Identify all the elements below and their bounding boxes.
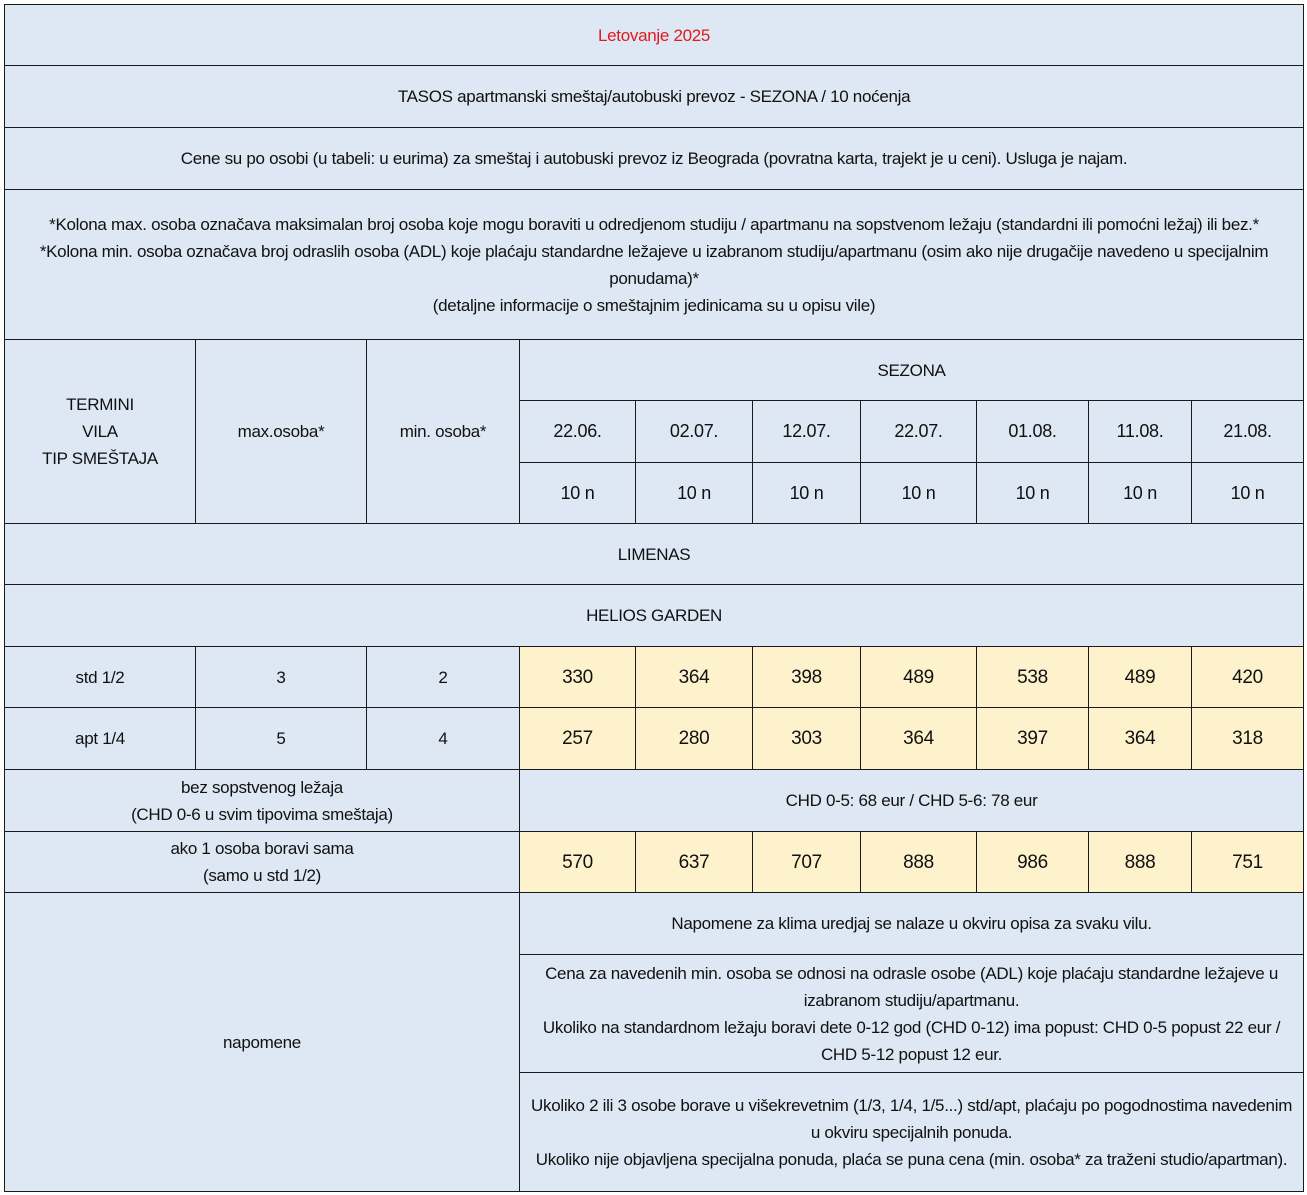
no-bed-label-line: (CHD 0-6 u svim tipovima smeštaja)	[131, 804, 393, 824]
header-date: 22.07.	[861, 401, 977, 463]
price-cell: 318	[1192, 708, 1304, 770]
price-cell: 398	[753, 647, 861, 708]
header-nights: 10 n	[861, 463, 977, 524]
room-type: apt 1/4	[5, 708, 196, 770]
note-line: Cena za navedenih min. osoba se odnosi na odrasle osobe (ADL) koje plaćaju standardne ležajeve u izabranom studiju/apartmanu.	[545, 963, 1278, 1010]
max-persons: 5	[196, 708, 367, 770]
max-persons: 3	[196, 647, 367, 708]
location: LIMENAS	[5, 524, 1304, 585]
price-cell: 280	[636, 708, 753, 770]
single-price-cell: 888	[861, 832, 977, 893]
price-cell: 420	[1192, 647, 1304, 708]
price-cell: 330	[520, 647, 636, 708]
min-persons: 2	[367, 647, 520, 708]
prices-note: Cene su po osobi (u tabeli: u eurima) za smeštaj i autobuski prevoz iz Beograda (povratna karta, trajekt je u ceni). Usluga je najam.	[5, 128, 1304, 190]
single-price-cell: 888	[1089, 832, 1192, 893]
header-max-osoba: max.osoba*	[196, 340, 367, 524]
note-line: Ukoliko nije objavljena specijalna ponuda, plaća se puna cena (min. osoba* za traženi studio/apartman).	[535, 1149, 1288, 1169]
note-item	[520, 955, 1304, 1073]
single-price-cell: 707	[753, 832, 861, 893]
price-cell: 364	[1089, 708, 1192, 770]
header-vila: VILA	[82, 422, 118, 441]
notes-label: napomene	[5, 893, 520, 1192]
header-nights: 10 n	[520, 463, 636, 524]
header-type	[5, 340, 196, 524]
single-label-line: ako 1 osoba boravi sama	[170, 839, 354, 858]
header-date: 22.06.	[520, 401, 636, 463]
header-date: 11.08.	[1089, 401, 1192, 463]
column-notes	[5, 190, 1304, 340]
single-price-cell: 637	[636, 832, 753, 893]
note-line: Ukoliko 2 ili 3 osobe borave u višekrevetnim (1/3, 1/4, 1/5...) std/apt, plaćaju po pogodnostima navedenim u okviru specijalnih ponuda.	[531, 1095, 1293, 1142]
header-date: 02.07.	[636, 401, 753, 463]
table-row	[5, 647, 1304, 708]
price-cell: 364	[861, 708, 977, 770]
single-label-line: (samo u std 1/2)	[202, 866, 322, 885]
villa-name: HELIOS GARDEN	[5, 585, 1304, 647]
column-note-max: *Kolona max. osoba označava maksimalan broj osoba koje mogu boraviti u odredjenom studiju / apartmanu na sopstvenom ležaju (standardni ili pomoćni ležaj) ili bez.*	[49, 214, 1259, 234]
note-line: Napomene za klima uredjaj se nalaze u okviru opisa za svaku vilu.	[671, 914, 1152, 933]
no-bed-label-line: bez sopstvenog ležaja	[181, 777, 343, 797]
single-price-cell: 570	[520, 832, 636, 893]
room-type: std 1/2	[5, 647, 196, 708]
header-nights: 10 n	[1192, 463, 1304, 524]
header-tip-smestaja: TIP SMEŠTAJA	[42, 449, 158, 468]
no-bed-value: CHD 0-5: 68 eur / CHD 5-6: 78 eur	[520, 770, 1304, 832]
column-note-min: *Kolona min. osoba označava broj odraslih osoba (ADL) koje plaćaju standardne ležajeve u izabranom studiju/apartmanu (osim ako nije drugačije navedeno u specijalnim ponudama)*	[39, 241, 1269, 288]
header-date: 21.08.	[1192, 401, 1304, 463]
column-note-details: (detaljne informacije o smeštajnim jedinicama su u opisu vile)	[432, 295, 876, 315]
header-nights: 10 n	[753, 463, 861, 524]
price-cell: 257	[520, 708, 636, 770]
note-item	[520, 1073, 1304, 1192]
header-date: 01.08.	[977, 401, 1089, 463]
header-nights: 10 n	[636, 463, 753, 524]
price-table	[4, 4, 1304, 1192]
price-cell: 489	[861, 647, 977, 708]
price-cell: 303	[753, 708, 861, 770]
min-persons: 4	[367, 708, 520, 770]
note-line: Ukoliko na standardnom ležaju boravi dete 0-12 god (CHD 0-12) ima popust: CHD 0-5 popust 22 eur / CHD 5-12 popust 12 eur.	[542, 1017, 1281, 1064]
header-season: SEZONA	[520, 340, 1304, 401]
price-cell: 489	[1089, 647, 1192, 708]
header-min-osoba: min. osoba*	[367, 340, 520, 524]
single-occupancy-label	[5, 832, 520, 893]
single-price-cell: 986	[977, 832, 1089, 893]
price-cell: 538	[977, 647, 1089, 708]
note-item	[520, 893, 1304, 955]
header-nights: 10 n	[1089, 463, 1192, 524]
price-cell: 364	[636, 647, 753, 708]
header-date: 12.07.	[753, 401, 861, 463]
table-row	[5, 708, 1304, 770]
price-cell: 397	[977, 708, 1089, 770]
subtitle: TASOS apartmanski smeštaj/autobuski prevoz - SEZONA / 10 noćenja	[5, 66, 1304, 128]
page-title: Letovanje 2025	[5, 5, 1304, 66]
header-nights: 10 n	[977, 463, 1089, 524]
header-termini: TERMINI	[66, 395, 134, 414]
single-price-cell: 751	[1192, 832, 1304, 893]
no-bed-label	[5, 770, 520, 832]
